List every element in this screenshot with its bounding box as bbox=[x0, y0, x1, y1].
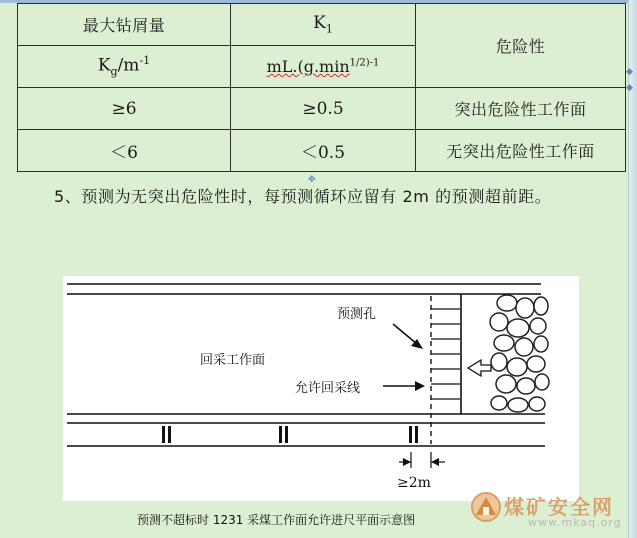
table-move-handle-icon[interactable]: ✥ bbox=[308, 175, 316, 185]
ruler-marker-icon[interactable]: ◆ bbox=[626, 67, 633, 77]
table-row bbox=[18, 130, 626, 172]
borehole-label: 预测孔 bbox=[337, 307, 377, 322]
drill-value-cell: ＜6 bbox=[18, 130, 231, 172]
danger-value-cell: 无突出危险性工作面 bbox=[416, 130, 626, 172]
unit-k1-sup1: 1/2) bbox=[349, 57, 370, 69]
ruler-marker-icon[interactable]: ◆ bbox=[626, 83, 633, 93]
table-row bbox=[18, 88, 626, 130]
mine-safety-logo-icon bbox=[470, 491, 502, 523]
distance-label: ≥2m bbox=[397, 475, 431, 491]
watermark-site-name: 煤矿安全网 bbox=[504, 495, 614, 519]
unit-rest: /m bbox=[117, 56, 140, 77]
k1-value-cell: ＜0.5 bbox=[231, 130, 416, 172]
header-cell-k1 bbox=[231, 4, 416, 46]
allowed-line-label: 允许回采线 bbox=[295, 381, 361, 396]
drill-value-cell: ≥6 bbox=[18, 88, 231, 130]
header-cell-danger: 危险性 bbox=[416, 4, 626, 88]
danger-value-cell: 突出危险性工作面 bbox=[416, 88, 626, 130]
unit-subscript: g bbox=[110, 65, 118, 79]
workface-label: 回采工作面 bbox=[200, 353, 266, 368]
unit-cell-drill bbox=[18, 46, 231, 88]
k1-value-cell: ≥0.5 bbox=[231, 88, 416, 130]
figure-caption: 预测不超标时 1231 采煤工作面允许进尺平面示意图 bbox=[137, 513, 416, 527]
header-cell-drill-cuttings: 最大钻屑量 bbox=[18, 4, 231, 46]
unit-k1-sup2: -1 bbox=[369, 57, 380, 69]
unit-base: K bbox=[97, 56, 111, 77]
k1-base: K bbox=[313, 13, 326, 34]
body-paragraph: 5、预测为无突出危险性时，每预测循环应留有 2m 的预测超前距。 bbox=[54, 187, 552, 206]
unit-cell-k1 bbox=[231, 46, 416, 88]
k1-subscript: 1 bbox=[325, 22, 333, 36]
unit-superscript: -1 bbox=[139, 54, 151, 68]
table-row bbox=[18, 4, 626, 46]
watermark-url: www.mkaq.org bbox=[528, 516, 622, 529]
prediction-criteria-table bbox=[17, 3, 626, 172]
watermark bbox=[470, 491, 630, 535]
unit-k1-base: mL.(g.min bbox=[266, 57, 350, 76]
vertical-ruler[interactable] bbox=[628, 0, 637, 538]
workface-plan-figure bbox=[63, 276, 579, 501]
